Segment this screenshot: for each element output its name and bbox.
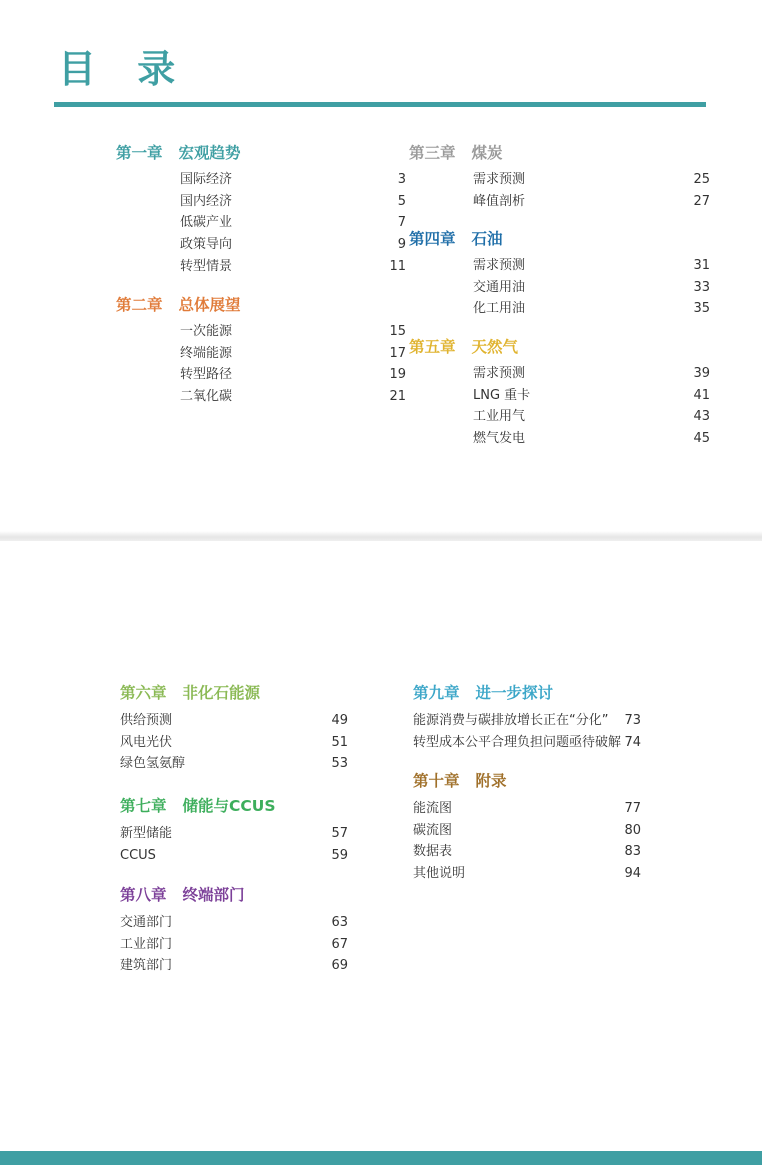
chapter-heading[interactable] xyxy=(116,142,406,164)
entry-page-number: 45 xyxy=(693,431,710,447)
entry-page-number: 80 xyxy=(624,822,641,838)
entry-title: 绿色氢氨醇 xyxy=(120,756,186,772)
toc-entry[interactable] xyxy=(413,841,641,863)
entry-page-number: 83 xyxy=(624,844,641,860)
entry-title: 数据表 xyxy=(413,844,453,860)
chapter-3 xyxy=(409,142,710,212)
chapter-8 xyxy=(120,884,348,977)
toc-entry[interactable] xyxy=(180,364,406,386)
chapter-number: 第十章 xyxy=(413,772,460,790)
entry-title: 风电光伏 xyxy=(120,734,173,750)
toc-entry[interactable] xyxy=(120,955,348,977)
entry-title: 峰值剖析 xyxy=(473,193,526,209)
chapter-title: 总体展望 xyxy=(178,296,241,314)
toc-entry[interactable] xyxy=(413,798,641,820)
entry-title: 其他说明 xyxy=(413,866,466,882)
entry-title: 建筑部门 xyxy=(120,958,173,974)
entry-page-number: 19 xyxy=(389,367,406,383)
entry-title: LNG 重卡 xyxy=(473,387,531,403)
entry-page-number: 59 xyxy=(331,847,348,863)
title-rule xyxy=(54,102,706,107)
toc-entry[interactable] xyxy=(180,386,406,408)
toc-entry[interactable] xyxy=(473,169,710,191)
entry-title: 能源消费与碳排放增长正在“分化” xyxy=(413,713,609,728)
toc-entry[interactable] xyxy=(180,234,406,256)
entry-page-number: 27 xyxy=(693,193,710,209)
toc-entry[interactable] xyxy=(120,710,348,732)
chapter-heading[interactable] xyxy=(413,682,641,704)
toc-entry[interactable] xyxy=(473,255,710,277)
toc-entry[interactable] xyxy=(180,321,406,343)
entry-page-number: 9 xyxy=(397,237,406,253)
entry-page-number: 69 xyxy=(331,958,348,974)
entry-title: 能流图 xyxy=(413,801,453,816)
chapter-1 xyxy=(116,142,406,277)
chapter-title: 进一步探讨 xyxy=(475,684,554,702)
entry-page-number: 33 xyxy=(693,279,710,295)
entry-title: 交通用油 xyxy=(473,279,526,295)
chapter-entries xyxy=(413,798,641,885)
toc-entry[interactable] xyxy=(120,845,348,867)
chapter-number: 第四章 xyxy=(409,230,456,248)
toc-entry[interactable] xyxy=(473,277,710,299)
chapter-5 xyxy=(409,336,710,450)
entry-title: 低碳产业 xyxy=(180,215,233,231)
entry-page-number: 17 xyxy=(389,345,406,361)
entry-page-number: 51 xyxy=(331,734,348,750)
entry-page-number: 94 xyxy=(624,866,641,882)
entry-page-number: 74 xyxy=(624,734,641,750)
entry-title: 政策导向 xyxy=(180,237,233,253)
toc-entry[interactable] xyxy=(473,428,710,450)
chapter-entries xyxy=(473,169,710,212)
toc-entry[interactable] xyxy=(473,298,710,320)
toc-page-2 xyxy=(0,541,762,1165)
toc-entry[interactable] xyxy=(473,363,710,385)
entry-title: 交通部门 xyxy=(120,915,173,930)
chapter-number: 第二章 xyxy=(116,296,163,314)
chapter-entries xyxy=(120,912,348,977)
chapter-number: 第五章 xyxy=(409,338,456,356)
chapter-title: 附录 xyxy=(475,772,507,790)
entry-title: 需求预测 xyxy=(473,258,526,273)
entry-page-number: 73 xyxy=(624,713,641,728)
toc-entry[interactable] xyxy=(413,820,641,842)
chapter-heading[interactable] xyxy=(116,294,406,316)
chapter-6 xyxy=(120,682,348,775)
entry-title: 国际经济 xyxy=(180,172,233,187)
entry-page-number: 5 xyxy=(397,193,406,209)
toc-entry[interactable] xyxy=(473,406,710,428)
entry-page-number: 35 xyxy=(693,301,710,317)
chapter-title: 终端部门 xyxy=(182,886,245,904)
chapter-2 xyxy=(116,294,406,408)
entry-title: 国内经济 xyxy=(180,193,233,209)
page-title: 目 录 xyxy=(58,47,190,91)
entry-page-number: 7 xyxy=(397,215,406,231)
chapter-number: 第三章 xyxy=(409,144,456,162)
chapter-4 xyxy=(409,228,710,320)
chapter-7 xyxy=(120,795,348,866)
entry-page-number: 15 xyxy=(389,324,406,339)
toc-entry[interactable] xyxy=(120,753,348,775)
chapter-10 xyxy=(413,770,641,885)
entry-title: 终端能源 xyxy=(180,345,233,361)
toc-entry[interactable] xyxy=(413,710,641,732)
entry-title: 工业部门 xyxy=(120,936,173,952)
chapter-title: 宏观趋势 xyxy=(178,144,241,162)
entry-page-number: 67 xyxy=(331,936,348,952)
chapter-heading[interactable] xyxy=(409,142,710,164)
chapter-entries xyxy=(473,363,710,450)
entry-page-number: 11 xyxy=(389,258,406,274)
entry-title: 一次能源 xyxy=(180,324,233,339)
chapter-entries xyxy=(120,823,348,866)
entry-page-number: 39 xyxy=(693,366,710,381)
entry-title: CCUS xyxy=(120,847,156,863)
chapter-heading[interactable] xyxy=(409,228,710,250)
toc-entry[interactable] xyxy=(120,934,348,956)
chapter-title: 天然气 xyxy=(471,338,519,356)
entry-title: 需求预测 xyxy=(473,172,526,187)
toc-entry[interactable] xyxy=(120,823,348,845)
entry-title: 供给预测 xyxy=(120,713,173,728)
chapter-number: 第七章 xyxy=(120,797,167,815)
entry-title: 碳流图 xyxy=(413,822,453,838)
entry-page-number: 53 xyxy=(331,756,348,772)
chapter-title: 储能与CCUS xyxy=(182,797,276,815)
chapter-title: 石油 xyxy=(471,230,503,248)
chapter-heading[interactable] xyxy=(120,795,348,817)
toc-entry[interactable] xyxy=(180,343,406,365)
entry-page-number: 3 xyxy=(397,172,406,187)
toc-entry[interactable] xyxy=(120,912,348,934)
chapter-heading[interactable] xyxy=(120,682,348,704)
toc-entry[interactable] xyxy=(180,169,406,191)
toc-entry[interactable] xyxy=(413,863,641,885)
entry-page-number: 49 xyxy=(331,713,348,728)
chapter-entries xyxy=(473,255,710,320)
toc-entry[interactable] xyxy=(473,385,710,407)
entry-title: 二氧化碳 xyxy=(180,389,233,405)
chapter-entries xyxy=(413,710,641,753)
toc-entry[interactable] xyxy=(473,191,710,213)
toc-entry[interactable] xyxy=(120,732,348,754)
chapter-title: 非化石能源 xyxy=(182,684,261,702)
chapter-number: 第八章 xyxy=(120,886,167,904)
entry-page-number: 43 xyxy=(693,409,710,425)
entry-page-number: 21 xyxy=(389,389,406,405)
toc-entry[interactable] xyxy=(180,256,406,278)
chapter-heading[interactable] xyxy=(413,770,641,792)
chapter-entries xyxy=(180,321,406,408)
chapter-entries xyxy=(180,169,406,277)
entry-title: 需求预测 xyxy=(473,366,526,381)
entry-page-number: 63 xyxy=(331,915,348,930)
chapter-title: 煤炭 xyxy=(471,144,503,162)
entry-title: 工业用气 xyxy=(473,409,526,425)
toc-entry[interactable] xyxy=(413,732,641,754)
chapter-number: 第一章 xyxy=(116,144,163,162)
toc-entry[interactable] xyxy=(180,212,406,234)
entry-page-number: 57 xyxy=(331,826,348,841)
chapter-heading[interactable] xyxy=(409,336,710,358)
chapter-number: 第六章 xyxy=(120,684,167,702)
entry-page-number: 25 xyxy=(693,172,710,187)
chapter-9 xyxy=(413,682,641,753)
entry-page-number: 31 xyxy=(693,258,710,273)
entry-title: 转型路径 xyxy=(180,367,233,383)
chapter-entries xyxy=(120,710,348,775)
entry-title: 燃气发电 xyxy=(473,431,526,447)
entry-title: 化工用油 xyxy=(473,301,526,317)
chapter-number: 第九章 xyxy=(413,684,460,702)
entry-page-number: 77 xyxy=(624,801,641,816)
entry-title: 转型情景 xyxy=(180,258,233,274)
bottom-bar xyxy=(0,1151,762,1165)
entry-page-number: 41 xyxy=(693,387,710,403)
entry-title: 新型储能 xyxy=(120,826,173,841)
toc-page-1 xyxy=(0,0,762,535)
chapter-heading[interactable] xyxy=(120,884,348,906)
toc-entry[interactable] xyxy=(180,191,406,213)
entry-title: 转型成本公平合理负担问题亟待破解 xyxy=(413,734,622,750)
